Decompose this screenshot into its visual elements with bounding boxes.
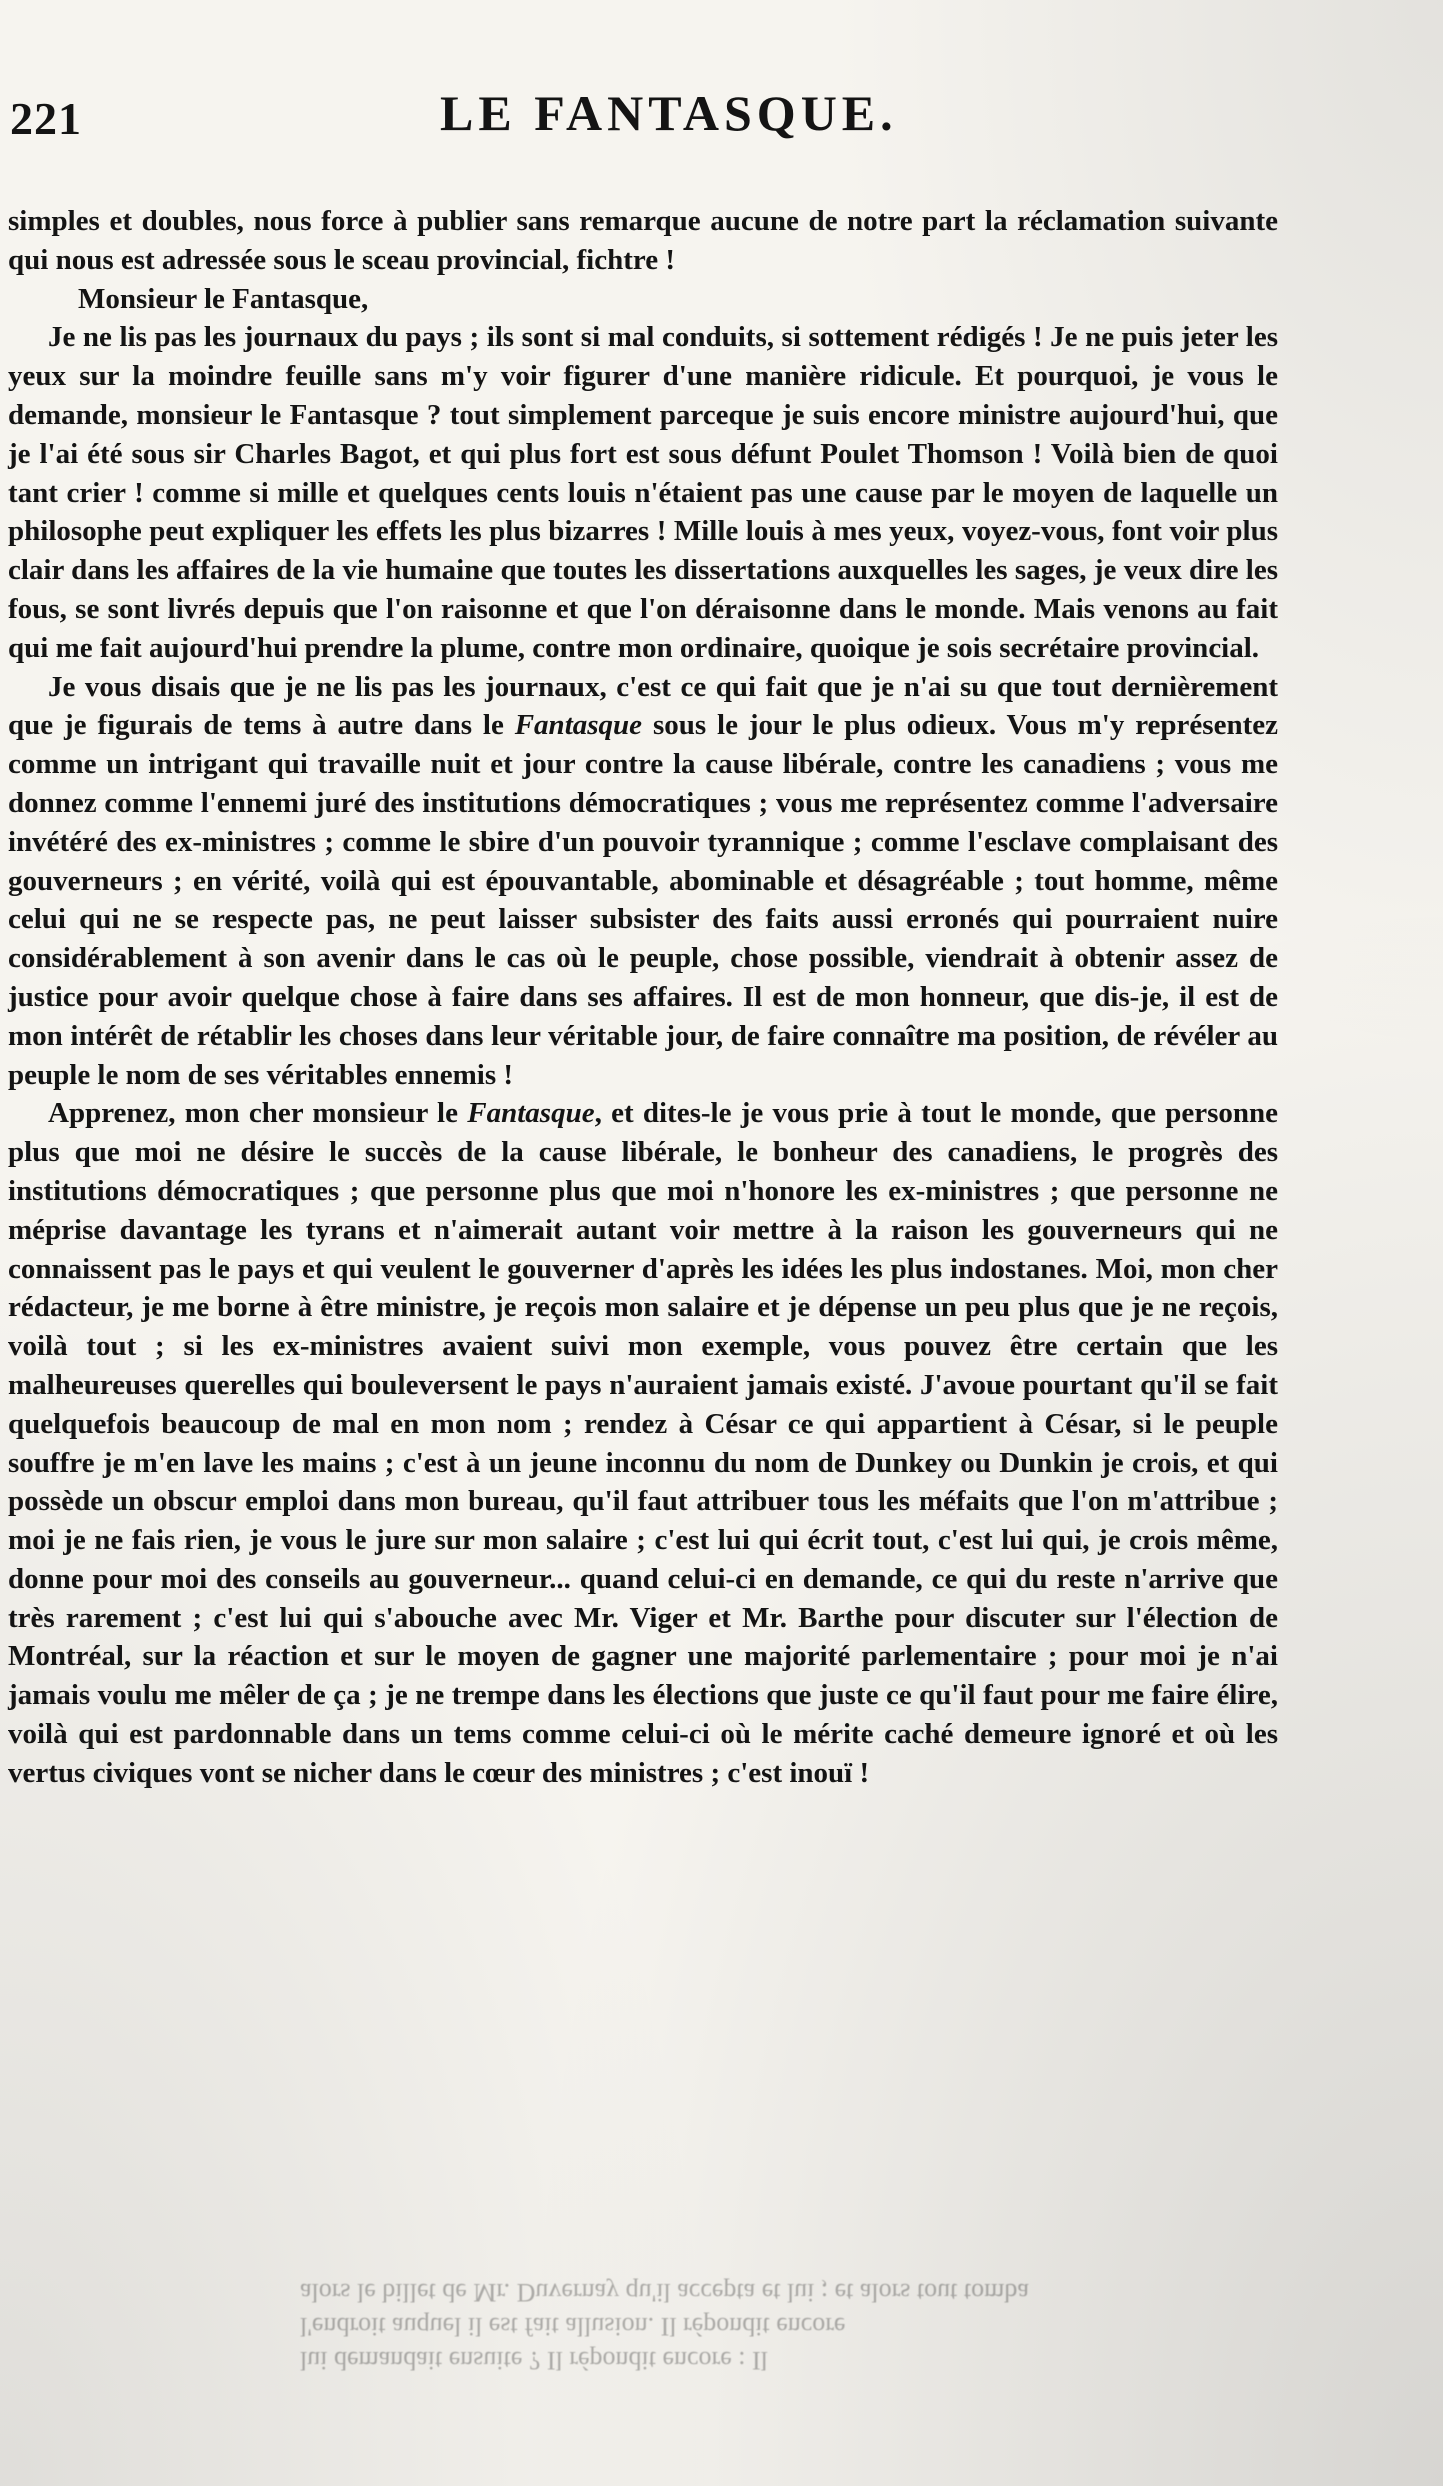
article-body <box>8 202 1278 1793</box>
paragraph-complaint: Je ne lis pas les journaux du pays ; ils sont si mal conduits, si sottement rédigés ! Je ne puis jeter les yeux sur la moindre feuille sans m'y voir figurer d'une manière ridicule. Et pourquoi, je vous le demande, monsieur le Fantasque ? tout simplement parceque je suis encore ministre aujourd'hui, que je l'ai été sous sir Charles Bagot, et qui plus fort est sous défunt Poulet Thomson ! Voilà bien de quoi tant crier ! comme si mille et quelques cents louis n'étaient pas une cause par le moyen de laquelle un philosophe peut expliquer les effets les plus bizarres ! Mille louis à mes yeux, voyez-vous, font voir plus clair dans les affaires de la vie humaine que toutes les dissertations auxquelles les sages, je veux dire les fous, se sont livrés depuis que l'on raisonne et que l'on déraisonne dans le monde. Mais venons au fait qui me fait aujourd'hui prendre la plume, contre mon ordinaire, quoique je sois secrétaire provincial. <box>8 321 1278 664</box>
publication-name: Fantasque <box>514 709 643 742</box>
publication-name: Fantasque <box>467 1097 595 1130</box>
paragraph-opening: simples et doubles, nous force à publier sans remarque aucune de notre part la réclamation suivante qui nous est adressée sous le sceau provincial, fichtre ! <box>8 205 1278 276</box>
show-through-line: l'endroit auquel il est fait allusion. Il répondit encore <box>300 2312 846 2341</box>
show-through-text <box>300 2275 1280 2377</box>
paragraph-text: , et dites-le je vous prie à tout le monde, que personne plus que moi ne désire le succès de la cause libérale, le bonheur des canadiens, le progrès des institutions démocratiques ; que personne plus que moi n'honore les ex-ministres ; que personne ne méprise davantage les tyrans et n'aimerait autant voir mettre à la raison les gouverneurs qui ne connaissent pas le pays et qui veulent le gouverner d'après les idées les plus indostanes. Moi, mon cher rédacteur, je me borne à être ministre, je reçois mon salaire et je dépense un peu plus que je ne reçois, voilà tout ; si les ex-ministres avaient suivi mon exemple, vous pouvez être certain que les malheureuses querelles qui bouleversent le pays n'auraient jamais existé. J'avoue pourtant qu'il se fait quelquefois beaucoup de mal en mon nom ; rendez à César ce qui appartient à César, si le peuple souffre je m'en lave les mains ; c'est à un jeune inconnu du nom de Dunkey ou Dunkin je crois, et qui possède un obscur emploi dans mon bureau, qu'il faut attribuer tous les méfaits que l'on m'attribue ; moi je ne fais rien, je vous le jure sur mon salaire ; c'est lui qui écrit tout, c'est lui qui, je crois même, donne pour moi des conseils au gouverneur... quand celui-ci en demande, ce qui du reste n'arrive que très rarement ; c'est lui qui s'abouche avec Mr. Viger et Mr. Barthe pour discuter sur l'élection de Montréal, sur la réaction et sur le moyen de gagner une majorité parlementaire ; pour moi je n'ai jamais voulu me mêler de ça ; je ne trempe dans les élections que juste ce qu'il faut pour me faire élire, voilà qui est pardonnable dans un tems comme celui-ci où le mérite caché demeure ignoré et où les vertus civiques vont se nicher dans le cœur des ministres ; c'est inouï ! <box>8 1097 1278 1789</box>
paragraph-text: sous le jour le plus odieux. Vous m'y représentez comme un intrigant qui travaille nuit et jour contre la cause libérale, contre les canadiens ; vous me donnez comme l'ennemi juré des institutions démocratiques ; vous me représentez comme l'adversaire invétéré des ex-ministres ; comme le sbire d'un pouvoir tyrannique ; comme l'esclave complaisant des gouverneurs ; en vérité, voilà qui est épouvantable, abominable et désagréable ; tout homme, même celui qui ne se respecte pas, ne peut laisser subsister des faits aussi erronés qui pourraient nuire considérablement à son avenir dans le cas où le peuple, chose possible, viendrait à obtenir assez de justice pour avoir quelque chose à faire dans ses affaires. Il est de mon honneur, que dis-je, il est de mon intérêt de rétablir les choses dans leur véritable jour, de faire connaître ma position, de révéler au peuple le nom de ses véritables ennemis ! <box>8 709 1278 1091</box>
page-header <box>10 84 1410 154</box>
paragraph-salutation: Monsieur le Fantasque, <box>78 282 369 315</box>
paragraph-text: Je vous disais que je ne lis pas les journaux, c'est ce qui fait que je n'ai su que tout dernièrement que je figurais de tems à autre dans le <box>8 670 1278 742</box>
page-number: 221 <box>10 93 82 144</box>
show-through-line: alors le billet de Mr. Duvernay qu'il accepta et lui ; et alors tout tomba <box>300 2278 1029 2307</box>
show-through-line: lui demandait ensuite ? Il répondit encore : Il <box>300 2346 768 2375</box>
paragraph-apprenez <box>8 1094 1278 1792</box>
paragraph-journaux <box>8 668 1278 1095</box>
running-title: LE FANTASQUE. <box>440 85 898 141</box>
paragraph-text: Apprenez, mon cher monsieur le <box>48 1097 468 1130</box>
